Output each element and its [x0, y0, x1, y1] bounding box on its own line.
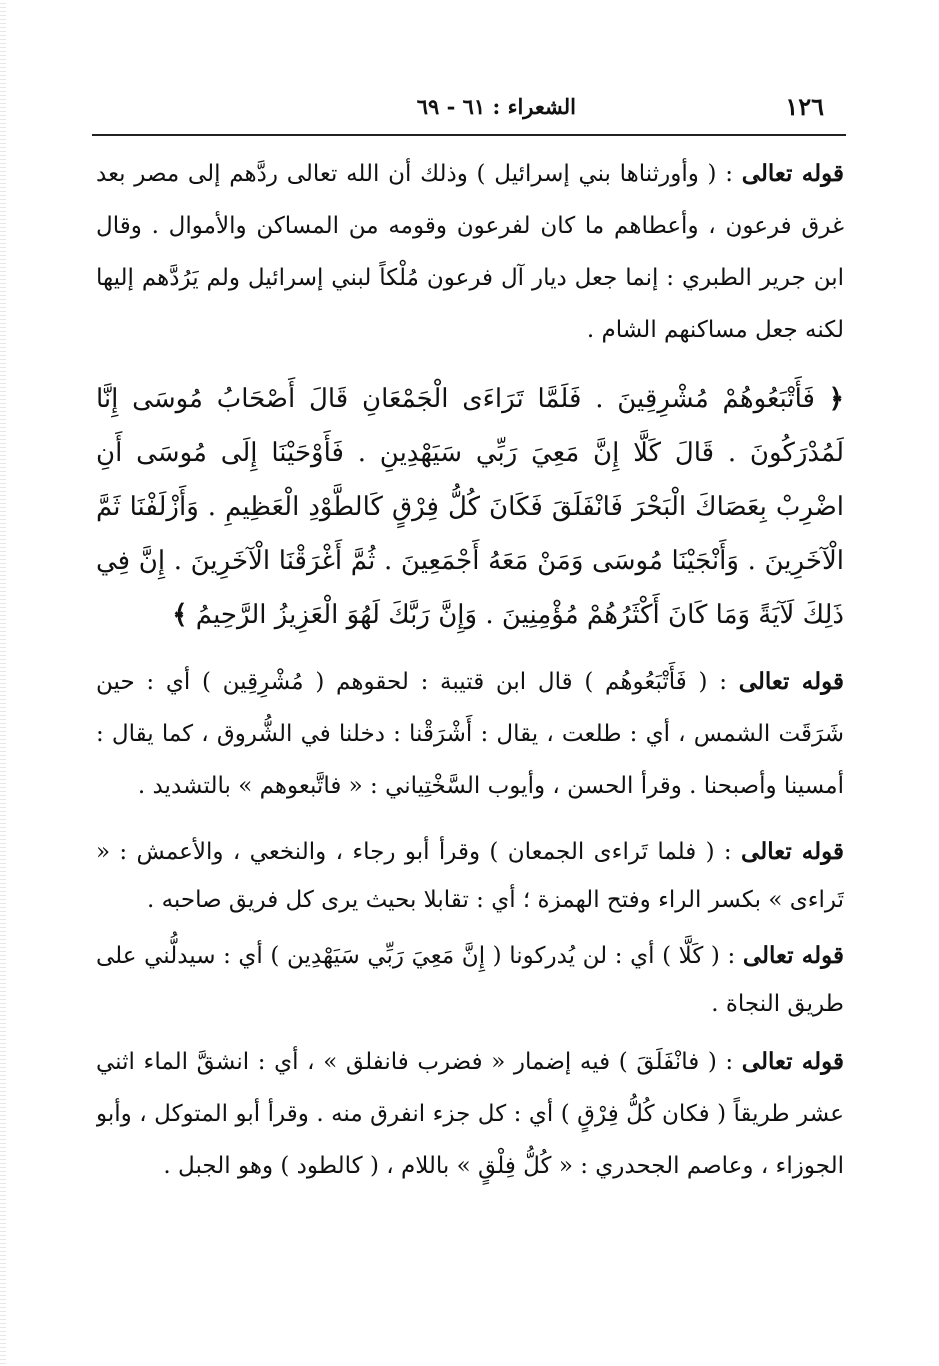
- commentary-text: : ( فلما تَراءى الجمعان ) وقرأ أبو رجاء ، والنخعي ، والأعمش : « تَراءى » بكسر الراء وفتح الهمزة ؛ أي : تقابلا بحيث يرى كل فريق صاحبه .: [96, 839, 844, 913]
- header-divider: [92, 134, 846, 136]
- commentary-paragraph-3: [96, 828, 844, 924]
- commentary-lead: قوله تعالى: [738, 668, 844, 695]
- commentary-text: : ( فَأَتْبَعُوهُم ) قال ابن قتيبة : لحقوهم ( مُشْرِقِين ) أي : حين شَرَقَت الشمس ، أي : طلعت ، يقال : أَشْرَقْنا : دخلنا في الشُّروق ، كما يقال : أمسينا وأصبحنا . وقرأ الحسن ، وأيوب السَّخْتِياني : « فاتَّبعوهم » بالتشديد .: [96, 669, 844, 799]
- commentary-paragraph-2: [96, 656, 844, 812]
- page-number: ١٢٦: [785, 92, 824, 121]
- running-title: الشعراء : ٦١ - ٦٩: [416, 94, 576, 119]
- verse-close-bracket: ﴾: [172, 600, 188, 630]
- verse-open-bracket: ﴿: [828, 384, 844, 414]
- page-body: [96, 148, 844, 1278]
- commentary-paragraph-4: [96, 932, 844, 1028]
- commentary-paragraph-1: [96, 148, 844, 356]
- commentary-text: : ( وأورثناها بني إسرائيل ) وذلك أن الله تعالى ردَّهم إلى مصر بعد غرق فرعون ، وأعطاهم ما كان لفرعون وقومه من المساكن والأموال . وقال ابن جرير الطبري : إنما جعل ديار آل فرعون مُلْكاً لبني إسرائيل ولم يَرُدَّهم إليها لكنه جعل مساكنهم الشام .: [96, 161, 844, 343]
- commentary-text: : ( فانْفَلَقَ ) فيه إضمار « فضرب فانفلق » ، أي : انشقَّ الماء اثني عشر طريقاً ( فكان كُلُّ فِرْقٍ ) أي : كل جزء انفرق منه . وقرأ أبو المتوكل ، وأبو الجوزاء ، وعاصم الجحدري : « كُلُّ فِلْقٍ » باللام ، ( كالطود ) وهو الجبل .: [96, 1049, 844, 1179]
- quran-verse-block: [96, 372, 844, 642]
- scan-edge-decoration: [0, 0, 6, 1366]
- commentary-text: : ( كَلَّا ) أي : لن يُدركونا ( إِنَّ مَعِيَ رَبِّي سَيَهْدِين ) أي : سيدلُّني على طريق النجاة .: [96, 943, 844, 1017]
- commentary-lead: قوله تعالى: [741, 838, 844, 865]
- verse-text: فَأَتْبَعُوهُمْ مُشْرِقِينَ . فَلَمَّا تَرَاءَى الْجَمْعَانِ قَالَ أَصْحَابُ مُوسَى إِنَّا لَمُدْرَكُونَ . قَالَ كَلَّا إِنَّ مَعِيَ رَبِّي سَيَهْدِينِ . فَأَوْحَيْنَا إِلَى مُوسَى أَنِ اضْرِبْ بِعَصَاكَ الْبَحْرَ فَانْفَلَقَ فَكَانَ كُلُّ فِرْقٍ كَالطَّوْدِ الْعَظِيمِ . وَأَزْلَفْنَا ثَمَّ الْآخَرِينَ . وَأَنْجَيْنَا مُوسَى وَمَنْ مَعَهُ أَجْمَعِينَ . ثُمَّ أَغْرَقْنَا الْآخَرِينَ . إِنَّ فِي ذَلِكَ لَآيَةً وَمَا كَانَ أَكْثَرُهُمْ مُؤْمِنِينَ . وَإِنَّ رَبَّكَ لَهُوَ الْعَزِيزُ الرَّحِيمُ: [96, 384, 844, 630]
- commentary-lead: قوله تعالى: [742, 942, 844, 969]
- page-header: [92, 88, 846, 132]
- commentary-lead: قوله تعالى: [741, 160, 844, 187]
- commentary-paragraph-5: [96, 1036, 844, 1192]
- commentary-lead: قوله تعالى: [741, 1048, 844, 1075]
